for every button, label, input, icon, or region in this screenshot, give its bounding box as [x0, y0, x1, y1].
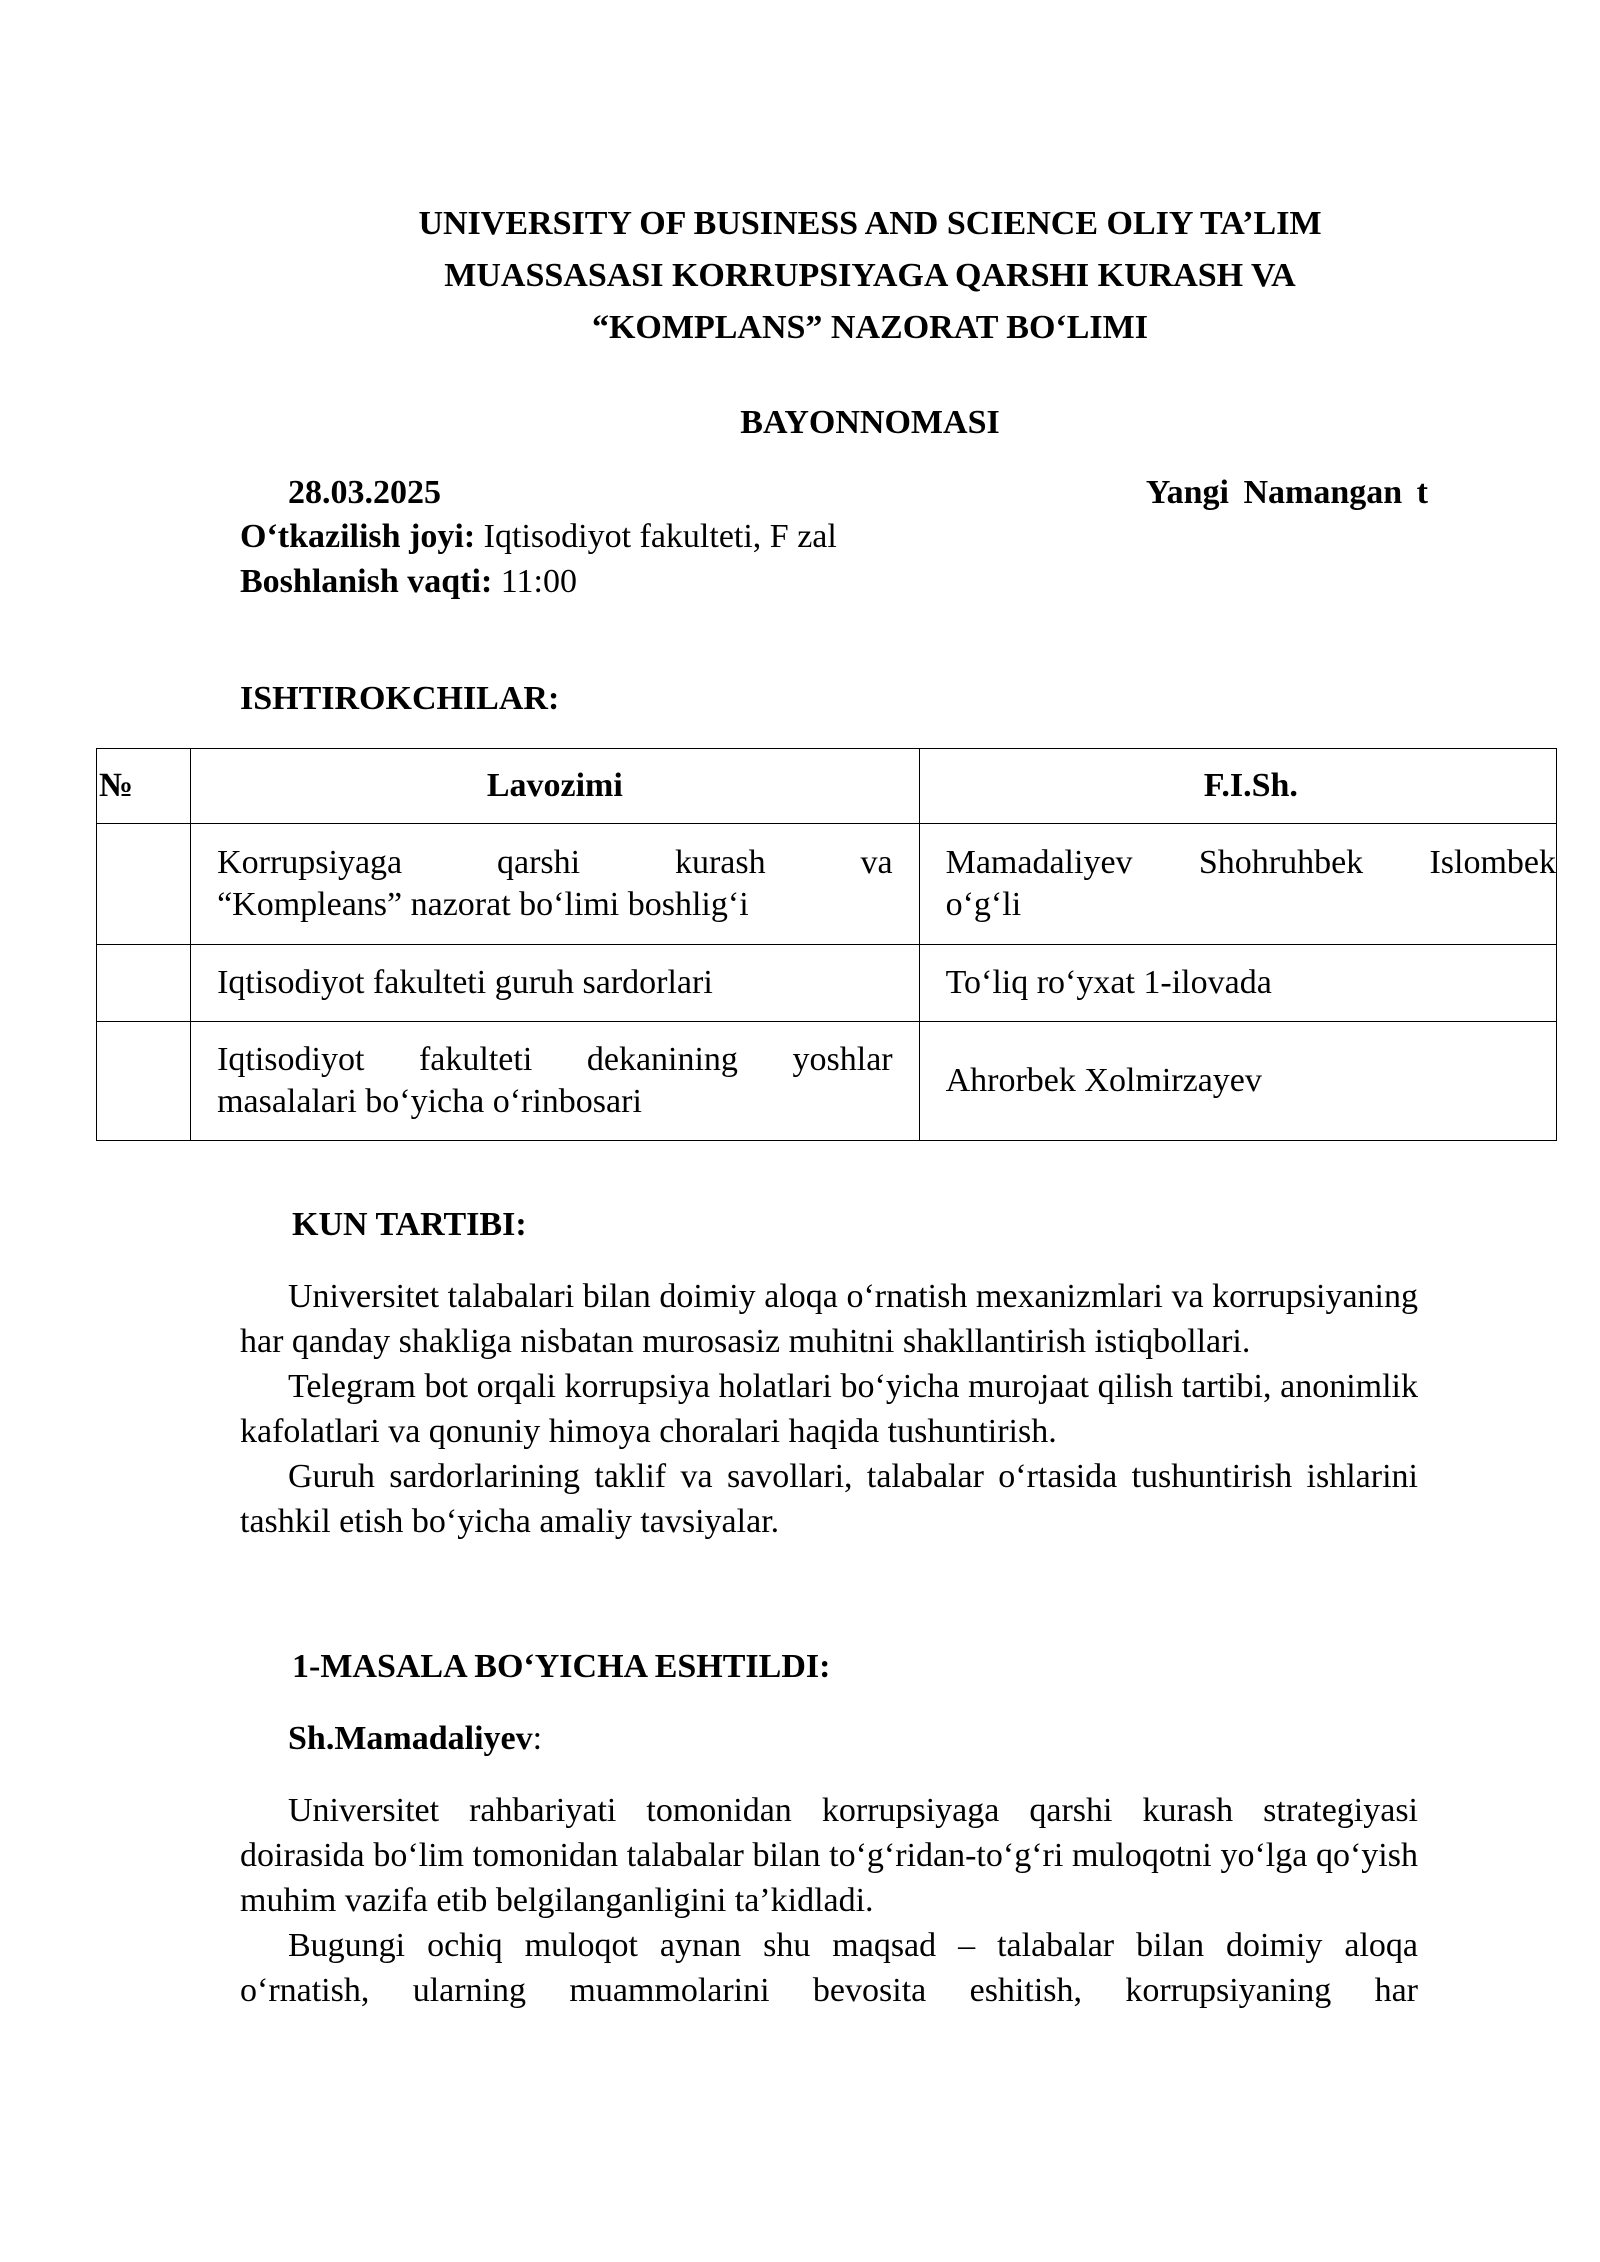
cell-no: [97, 945, 191, 1022]
document-type: BAYONNOMASI: [740, 404, 1000, 441]
column-header-no: №: [97, 749, 191, 824]
column-header-name: F.I.Sh.: [919, 749, 1556, 824]
title-line: “KOMPLANS” NAZORAT BO‘LIMI: [591, 309, 1148, 346]
agenda-item: Telegram bot orqali korrupsiya holatlari bo‘yicha murojaat qilish tartibi, anonimlik kafolatlari va qonuniy himoya choralari haqida tushuntirish.: [240, 1368, 1418, 1450]
cell-name-line: Mamadaliyev Shohruhbek Islombek: [945, 844, 1556, 881]
venue-value: Iqtisodiyot fakulteti, F zal: [475, 518, 837, 555]
title-line: MUASSASASI KORRUPSIYAGA QARSHI KURASH VA: [444, 257, 1296, 294]
issue1-paragraph: Universitet rahbariyati tomonidan korrupsiyaga qarshi kurash strategiyasi doirasida bo‘lim tomonidan talabalar bilan to‘g‘ridan-to‘g‘ri muloqotni yo‘lga qo‘yish muhim vazifa etib belgilanganligini ta’kidladi.: [240, 1792, 1418, 1919]
issue1-body: [240, 1788, 1418, 2013]
title-line: UNIVERSITY OF BUSINESS AND SCIENCE OLIY TA’LIM: [418, 205, 1322, 242]
table-row: [97, 824, 1557, 945]
agenda-item: Universitet talabalari bilan doimiy aloqa o‘rnatish mexanizmlari va korrupsiyaning har qanday shakliga nisbatan murosasiz muhitni shakllantirish istiqbollari.: [240, 1278, 1418, 1360]
agenda-item: Guruh sardorlarining taklif va savollari, talabalar o‘rtasida tushuntirish ishlarini tashkil etish bo‘yicha amaliy tavsiyalar.: [240, 1458, 1418, 1540]
cell-position-line: masalalari bo‘yicha o‘rinbosari: [217, 1083, 642, 1120]
agenda-heading: KUN TARTIBI:: [292, 1206, 527, 1243]
agenda-list: [240, 1274, 1418, 1544]
cell-name: [919, 824, 1556, 945]
cell-no: [97, 824, 191, 945]
cell-name: [919, 945, 1556, 1022]
cell-no: [97, 1022, 191, 1141]
issue1-heading: 1-MASALA BO‘YICHA ESHTILDI:: [292, 1648, 831, 1685]
cell-name-line: o‘g‘li: [945, 886, 1022, 923]
cell-position: [191, 824, 920, 945]
document-date: 28.03.2025: [288, 474, 441, 511]
cell-name: [919, 1022, 1556, 1141]
column-header-position: Lavozimi: [191, 749, 920, 824]
cell-position: [191, 945, 920, 1022]
document-title: [240, 198, 1500, 354]
start-time-label: Boshlanish vaqti:: [240, 563, 493, 600]
issue1-paragraph: Bugungi ochiq muloqot aynan shu maqsad – talabalar bilan doimiy aloqa o‘rnatish, ularning muammolarini bevosita eshitish, korrupsiyaning har: [240, 1927, 1418, 2009]
cell-position-line: Iqtisodiyot fakulteti guruh sardorlari: [217, 964, 713, 1001]
table-row: [97, 945, 1557, 1022]
speaker-line: [288, 1720, 542, 1758]
start-time-value: 11:00: [492, 563, 577, 600]
cell-position-line: Iqtisodiyot fakulteti dekanining yoshlar: [217, 1041, 893, 1078]
venue-label: O‘tkazilish joyi:: [240, 518, 476, 555]
start-time-line: [240, 563, 577, 601]
document-place: Yangi Namangan t: [1145, 474, 1428, 511]
table-header-row: [97, 749, 1557, 824]
cell-position-line: Korrupsiyaga qarshi kurash va: [217, 844, 893, 881]
table-row: [97, 1022, 1557, 1141]
speaker-suffix: :: [532, 1720, 543, 1757]
cell-name-line: Ahrorbek Xolmirzayev: [945, 1062, 1262, 1099]
venue-line: [240, 518, 837, 556]
participants-table: [96, 748, 1557, 1141]
cell-position-line: “Kompleans” nazorat bo‘limi boshlig‘i: [217, 886, 749, 923]
cell-name-line: To‘liq ro‘yxat 1-ilovada: [945, 964, 1272, 1001]
participants-heading: ISHTIROKCHILAR:: [240, 680, 560, 717]
speaker-name: Sh.Mamadaliyev: [288, 1720, 533, 1757]
cell-position: [191, 1022, 920, 1141]
